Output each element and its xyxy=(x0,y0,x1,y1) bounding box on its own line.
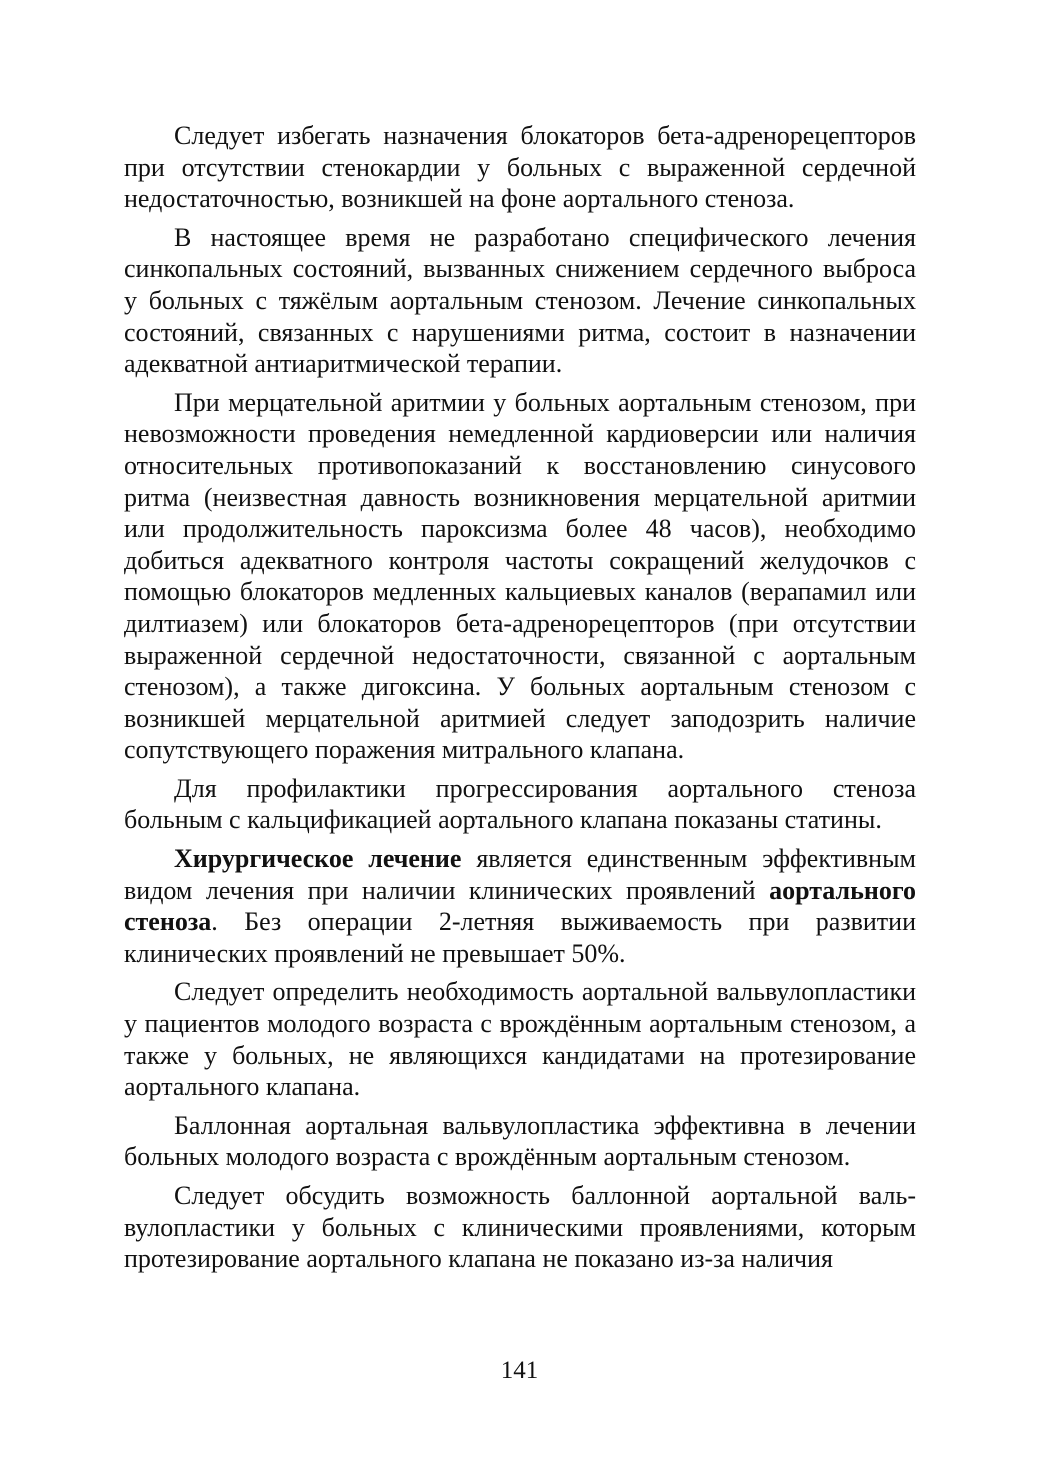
paragraph-balloon-valvuloplasty: Баллонная аортальная вальвулопластика эффективна в лечении больных молодого возраста с врождённым аортальным стенозом. xyxy=(124,1110,916,1172)
paragraph-statins: Для профилактики прогрессирования аортального стеноза больным с кальцификацией аортального клапана показаны статины. xyxy=(124,773,916,835)
paragraph-syncope: В настоящее время не разработано специфического лечения синкопальных состояний, вызванных снижением сердечного выброса у больных с тяжёлым аортальным стенозом. Лечение синкопальных состояний, связанных с нарушениями ритма, состоит в назначении адекватной антиаритмической терапии. xyxy=(124,222,916,379)
paragraph-balloon-discussion: Следует обсудить возможность баллонной аортальной вальвулопластики у больных с клиническими проявлениями, которым протезирование аортального клапана не показано из-за наличия xyxy=(124,1181,916,1274)
paragraph-surgical-text-1: является единственным эффективным видом лечения при наличии клинических проявлений xyxy=(124,844,916,905)
paragraph-beta-blockers: Следует избегать назначения блокаторов бета-адренорецепторов при отсутствии стенокардии у больных с выраженной сердечной недостаточностью, возникшей на фоне аортального стеноза. xyxy=(124,121,916,214)
paragraph-surgical-treatment xyxy=(124,843,916,969)
term-aortic-stenosis: аортального стеноза xyxy=(124,875,916,937)
term-surgical-treatment: Хирургическое лечение xyxy=(174,844,462,874)
paragraph-valvuloplasty-need: Следует определить необходимость аортальной вальвулопластики у пациентов молодого возраста с врождённым аортальным стенозом, а также у больных, не являющихся кандидатами на протезирование аортального клапана. xyxy=(124,977,916,1102)
page-number: 141 xyxy=(500,1357,539,1384)
paragraph-surgical-text-2: . Без операции 2-летняя выживаемость при развитии клинических проявлений не превышает 50%. xyxy=(124,907,916,968)
paragraph-atrial-fibrillation: При мерцательной аритмии у больных аортальным стенозом, при невозможности проведения немедленной кардиоверсии или наличия относительных противопоказаний к восстановлению синусового ритма (неизвестная давность возникновения мерцательной аритмии или продолжительность пароксизма более 48 часов), необходимо добиться адекватного контроля частоты сокращений желудочков с помощью блокаторов медленных кальциевых каналов (верапамил или дилтиазем) или блокаторов бета-адренорецепторов (при отсутствии выраженной сердечной недостаточности, связанной с аортальным стенозом), а также дигоксина. У больных аортальным стенозом с возникшей мерцательной аритмией следует заподозрить наличие сопутствующего поражения митрального клапана. xyxy=(124,387,916,765)
page-body xyxy=(124,120,916,1282)
